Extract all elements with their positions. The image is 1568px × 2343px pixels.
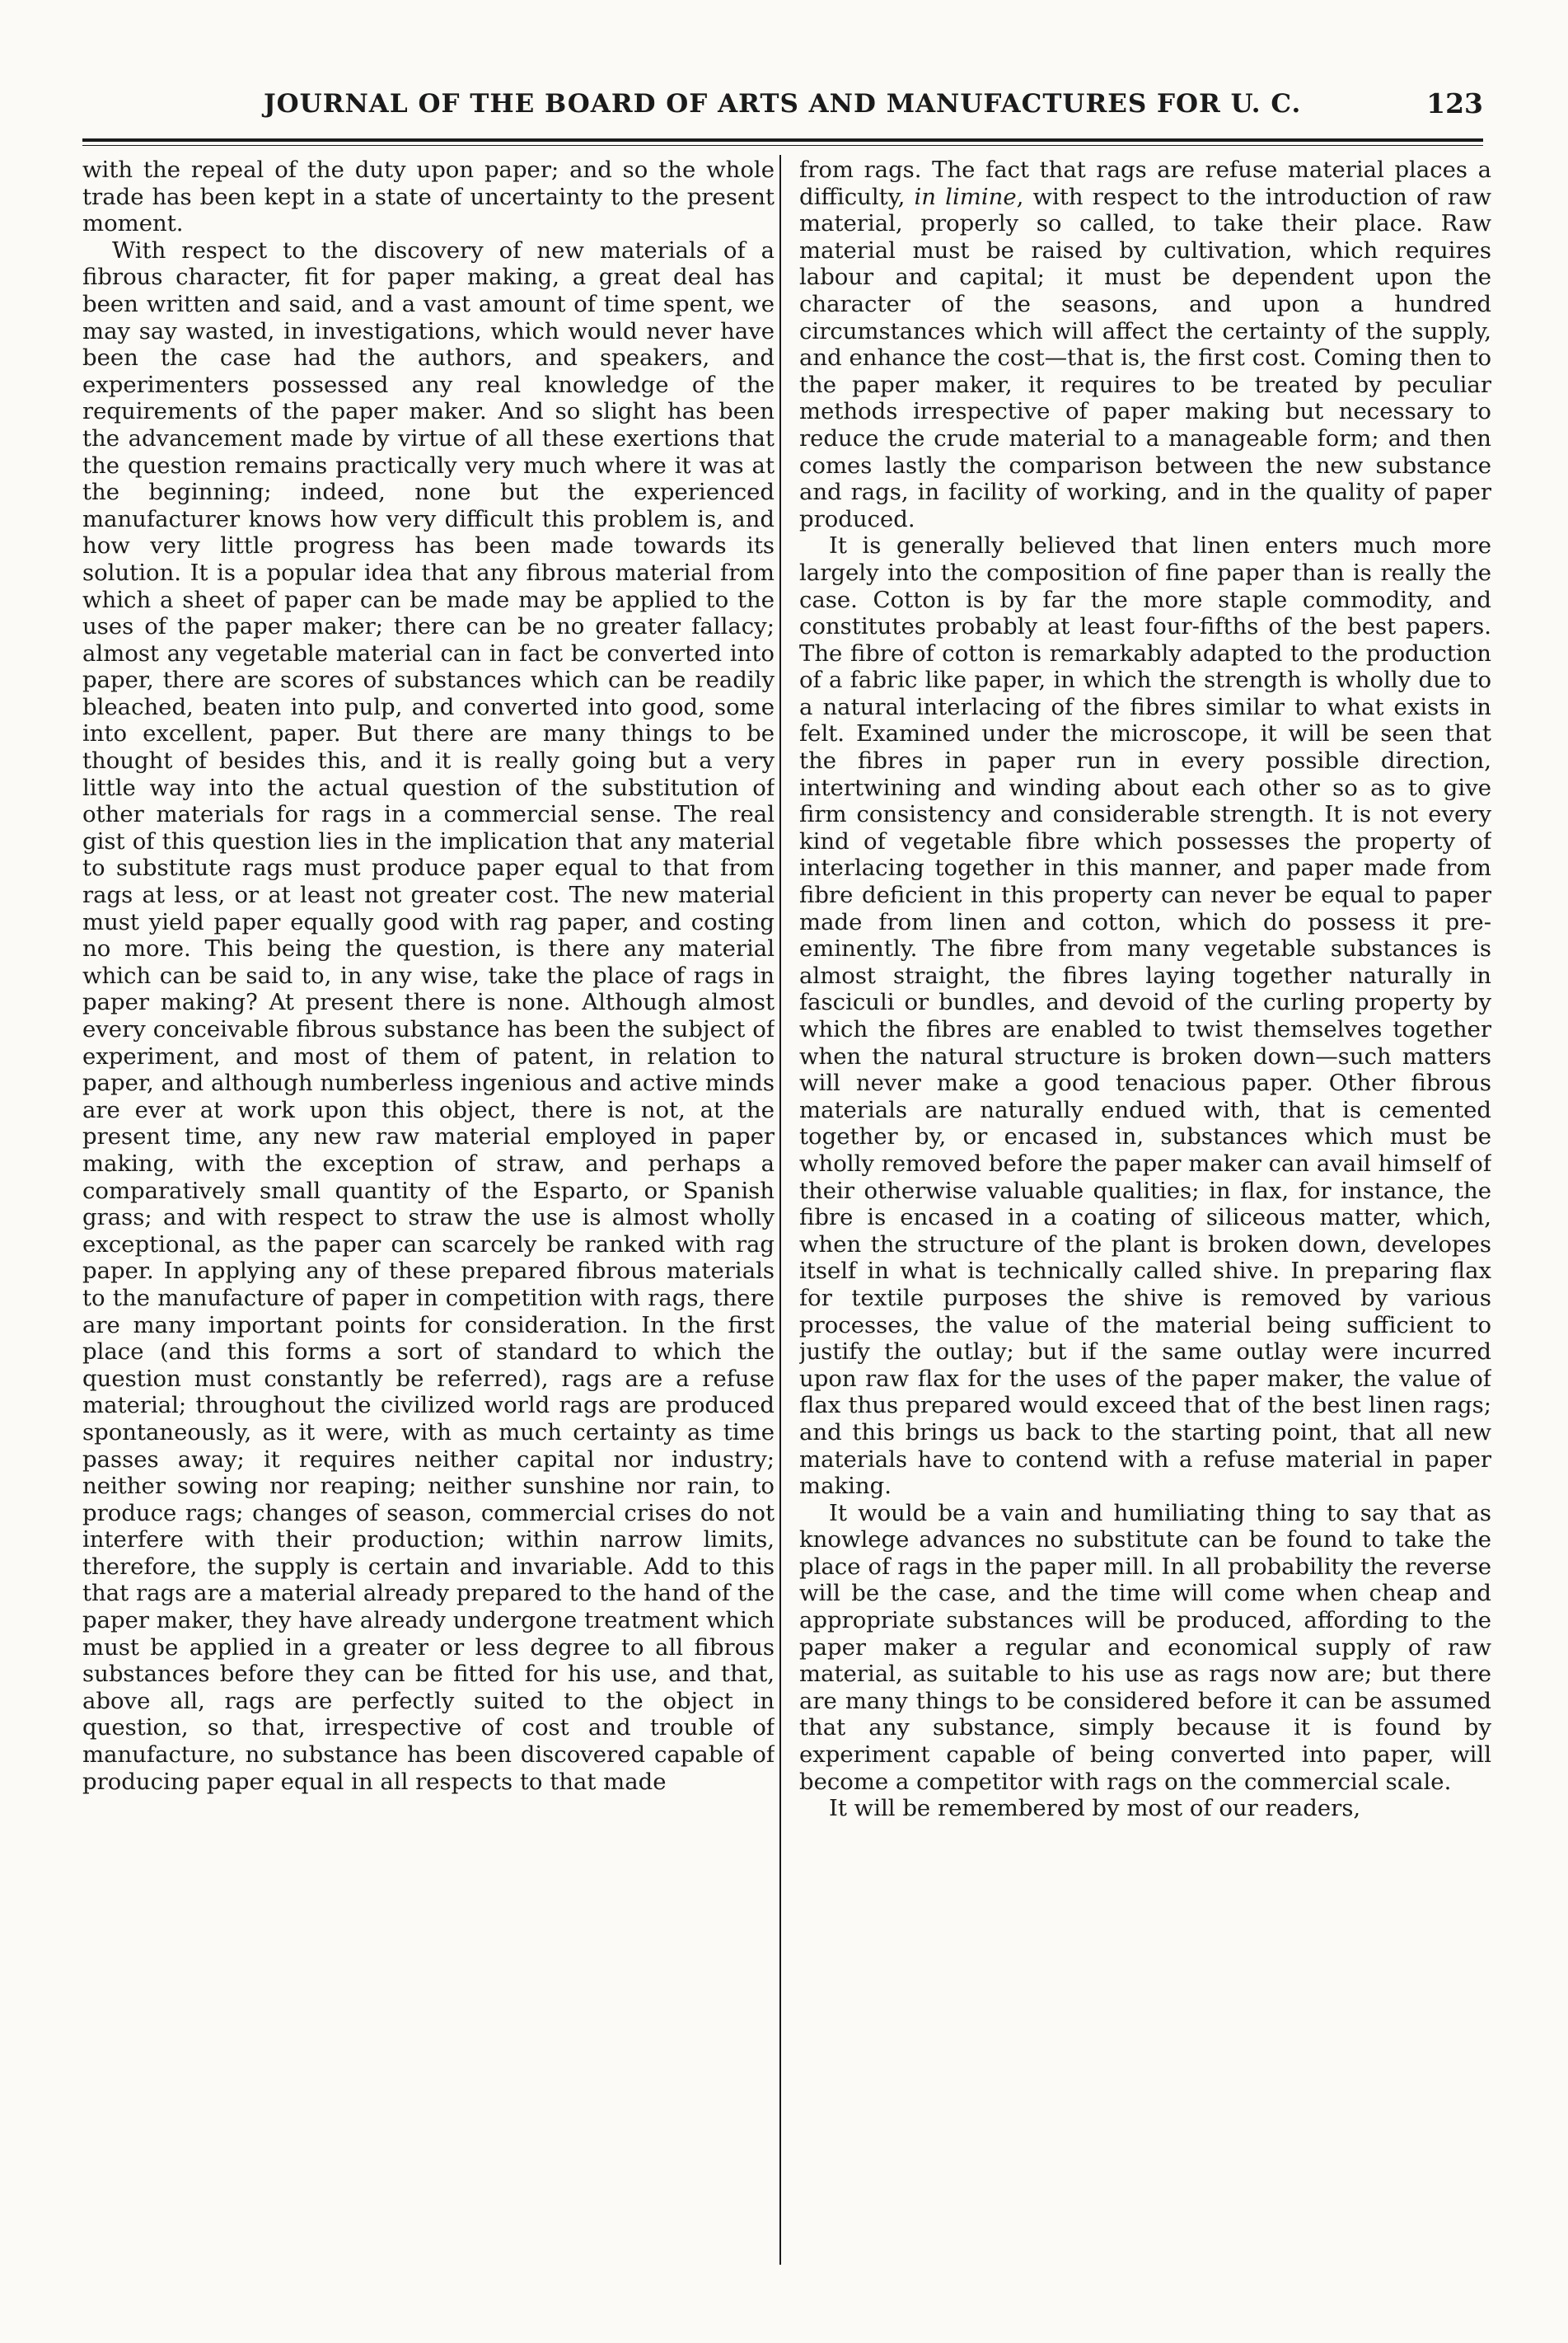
italic-phrase: in limine (914, 183, 1017, 210)
running-title: JOURNAL OF THE BOARD OF ARTS AND MANUFACTURES FOR U. C. (264, 89, 1302, 119)
paragraph: It would be a vain and humiliating thing to say that as knowlege advances no substitute can be found to take the place of rags in the paper mill. In all probability the reverse will be the case, and the time will come when cheap and appropriate substances will be produced, affording to the paper maker a regular and economical supply of raw material, as suitable to his use as rags now are; but there are many things to be considered before it can be assumed that any substance, simply because it is found by experiment capable of being converted into paper, will become a competitor with rags on the commercial scale. (799, 1499, 1491, 1795)
header-rule-thin (82, 145, 1483, 146)
paragraph: with the repeal of the duty upon paper; and so the whole trade has been kept in a state of uncertainty to the present moment. (82, 157, 775, 237)
page-header (82, 84, 1483, 134)
paragraph: It will be remembered by most of our readers, (829, 1795, 1361, 1822)
column-divider (779, 155, 781, 2265)
page-number: 123 (1426, 87, 1483, 119)
right-column (799, 157, 1491, 2279)
paragraph: from rags. The fact that rags are refuse material places a difficulty, in limine, with respect to the introduction of raw material, properly so called, to take their place. Raw material must be raised by cultivation, which requires labour and capital; it must be dependent upon the character of the seasons, and upon a hundred circumstances which will affect the certainty of the supply, and enhance the cost—that is, the first cost. Coming then to the paper maker, it requires to be treated by peculiar methods irrespective of paper making but necessary to reduce the crude material to a manageable form; and then comes lastly the comparison between the new substance and rags, in facility of working, and in the quality of paper produced. (799, 157, 1491, 532)
left-column (82, 157, 775, 2279)
paragraph: It is generally believed that linen enters much more largely into the composition of fine paper than is really the case. Cotton is by far the more staple commodity, and constitutes probably at least four-fifths of the best papers. The fibre of cotton is remarkably adapted to the production of a fabric like paper, in which the strength is wholly due to a natural interlacing of the fibres similar to what exists in felt. Examined under the microscope, it will be seen that the fibres in paper run in every possible direction, intertwining and winding about each other so as to give firm consistency and considerable strength. It is not every kind of vegetable fibre which possesses the property of interlacing together in this manner, and paper made from fibre deficient in this property can never be equal to paper made from linen and cotton, which do possess it pre-eminently. The fibre from many vegetable substances is almost straight, the fibres laying together naturally in fasciculi or bundles, and devoid of the curling property by which the fibres are enabled to twist themselves together when the natural structure is broken down—such matters will never make a good tenacious paper. Other fibrous materials are naturally endued with, that is cemented together by, or encased in, substances which must be wholly removed before the paper maker can avail himself of their otherwise valuable qualities; in flax, for instance, the fibre is encased in a coating of siliceous matter, which, when the structure of the plant is broken down, developes itself in what is technically called shive. In preparing flax for textile purposes the shive is removed by various processes, the value of the material being sufficient to justify the outlay; but if the same outlay were incurred upon raw flax for the uses of the paper maker, the value of flax thus prepared would exceed that of the best linen rags; and this brings us back to the starting point, that all new materials have to contend with a refuse material in paper making. (799, 532, 1491, 1500)
header-rule (82, 138, 1483, 142)
paragraph: With respect to the discovery of new materials of a fibrous character, fit for paper making, a great deal has been written and said, and a vast amount of time spent, we may say wasted, in investigations, which would never have been the case had the authors, and speakers, and experimenters possessed any real knowledge of the requirements of the paper maker. And so slight has been the advancement made by virtue of all these exertions that the question remains practically very much where it was at the beginning; indeed, none but the experienced manufacturer knows how very difficult this problem is, and how very little progress has been made towards its solution. It is a popular idea that any fibrous material from which a sheet of paper can be made may be applied to the uses of the paper maker; there can be no greater fallacy; almost any vegetable material can in fact be converted into paper, there are scores of substances which can be readily bleached, beaten into pulp, and converted into good, some into excellent, paper. But there are many things to be thought of besides this, and it is really going but a very little way into the actual question of the substitution of other materials for rags in a commercial sense. The real gist of this question lies in the implication that any material to substitute rags must produce paper equal to that from rags at less, or at least not greater cost. The new material must yield paper equally good with rag paper, and costing no more. This being the question, is there any material which can be said to, in any wise, take the place of rags in paper making? At present there is none. Although almost every conceivable fibrous substance has been the subject of experiment, and most of them of patent, in relation to paper, and although numberless ingenious and active minds are ever at work upon this object, there is not, at the present time, any new raw material employed in paper making, with the exception of straw, and perhaps a comparatively small quantity of the Esparto, or Spanish grass; and with respect to straw the use is almost wholly exceptional, as the paper can scarcely be ranked with rag paper. In applying any of these prepared fibrous materials to the manufacture of paper in competition with rags, there are many important points for consideration. In the first place (and this forms a sort of standard to which the question must constantly be referred), rags are a refuse material; throughout the civilized world rags are produced spontaneously, as it were, with as much certainty as time passes away; it requires neither capital nor industry; neither sowing nor reaping; neither sunshine nor rain, to produce rags; changes of season, commercial crises do not interfere with their production; within narrow limits, therefore, the supply is certain and invariable. Add to this that rags are a material already prepared to the hand of the paper maker, they have already undergone treatment which must be applied in a greater or less degree to all fibrous substances before they can be fitted for his use, and that, above all, rags are perfectly suited to the object in question, so that, irrespective of cost and trouble of manufacture, no substance has been discovered capable of producing paper equal in all respects to that made (82, 237, 775, 1795)
